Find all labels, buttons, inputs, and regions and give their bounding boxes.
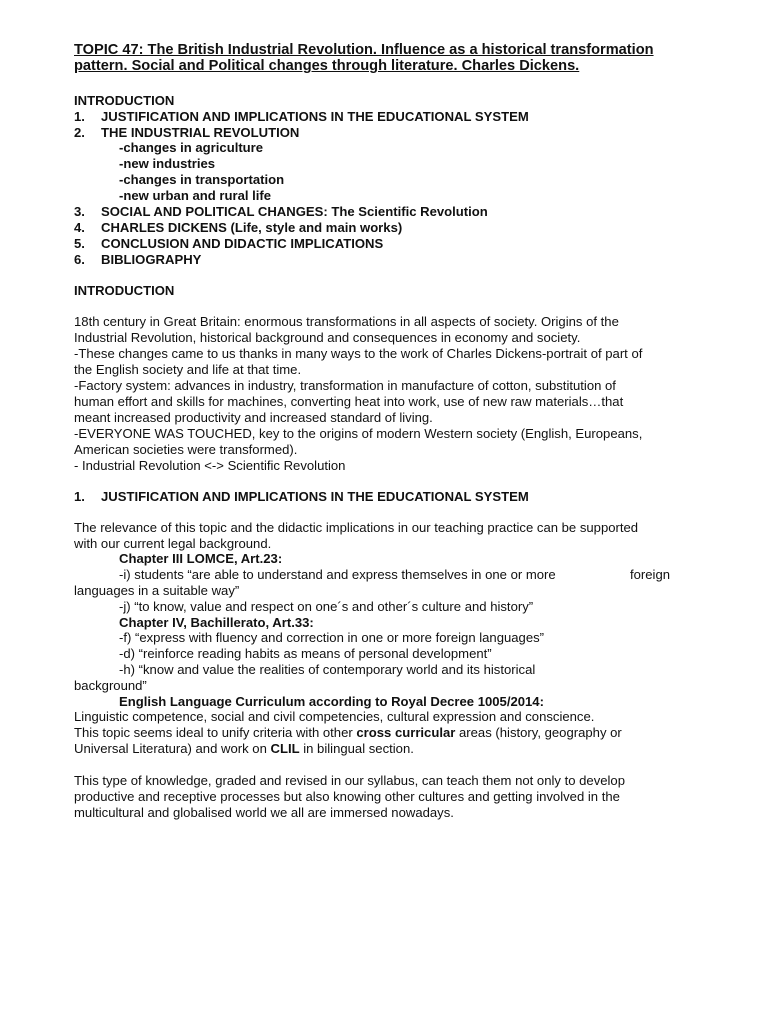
toc-item-text: JUSTIFICATION AND IMPLICATIONS IN THE EDUCATIONAL SYSTEM: [101, 109, 529, 124]
toc-item-3: [74, 204, 488, 220]
text-run: areas (history, geography or: [455, 725, 622, 740]
intro-line: the English society and life at that time.: [74, 362, 302, 377]
intro-line: -These changes came to us thanks in many ways to the work of Charles Dickens-portrait of part of: [74, 346, 643, 361]
body-line: [74, 741, 414, 757]
intro-line: human effort and skills for machines, converting heat into work, use of new raw materials…that: [74, 394, 624, 409]
body-line: -f) “express with fluency and correction in one or more foreign languages”: [119, 630, 545, 645]
body-line: foreign: [630, 567, 671, 582]
bold-term: CLIL: [270, 741, 300, 756]
toc-item-num: 2.: [74, 125, 85, 140]
body-line: multicultural and globalised world we all are immersed nowadays.: [74, 805, 454, 820]
toc-subitem-1: -changes in agriculture: [119, 140, 264, 155]
body-line: with our current legal background.: [74, 536, 272, 551]
body-line: Linguistic competence, social and civil competencies, cultural expression and conscience.: [74, 709, 595, 724]
toc-item-num: 4.: [74, 220, 85, 235]
body-line: -i) students “are able to understand and express themselves in one or more: [119, 567, 556, 582]
intro-line: American societies were transformed).: [74, 442, 298, 457]
intro-line: -EVERYONE WAS TOUCHED, key to the origins of modern Western society (English, Europeans,: [74, 426, 643, 441]
toc-subitem-2: -new industries: [119, 156, 216, 171]
body-line: -d) “reinforce reading habits as means of personal development”: [119, 646, 492, 661]
toc-subitem-4: -new urban and rural life: [119, 188, 272, 203]
body-line: productive and receptive processes but also knowing other cultures and getting involved in the: [74, 789, 620, 804]
body-line: background”: [74, 678, 147, 693]
toc-item-2: [74, 125, 299, 141]
intro-line: - Industrial Revolution <-> Scientific Revolution: [74, 458, 346, 473]
bold-term: cross curricular: [356, 725, 456, 740]
document-title: [74, 42, 714, 74]
toc-introduction: INTRODUCTION: [74, 93, 175, 108]
toc-item-num: 1.: [74, 109, 85, 124]
toc-item-text: BIBLIOGRAPHY: [101, 252, 202, 267]
section-1-heading: [74, 489, 529, 505]
chapter-iv-heading: Chapter IV, Bachillerato, Art.33:: [119, 615, 314, 630]
intro-line: meant increased productivity and increased standard of living.: [74, 410, 433, 425]
title-line-1: TOPIC 47: The British Industrial Revolution. Influence as a historical transformation: [74, 42, 654, 58]
body-line: languages in a suitable way”: [74, 583, 240, 598]
toc-item-num: 3.: [74, 204, 85, 219]
section-title: JUSTIFICATION AND IMPLICATIONS IN THE EDUCATIONAL SYSTEM: [101, 489, 529, 504]
body-line: [74, 725, 622, 741]
chapter-iii-heading: Chapter III LOMCE, Art.23:: [119, 551, 283, 566]
body-line: -h) “know and value the realities of contemporary world and its historical: [119, 662, 536, 677]
toc-item-text: CHARLES DICKENS (Life, style and main works): [101, 220, 403, 235]
toc-item-num: 6.: [74, 252, 85, 267]
toc-subitem-3: -changes in transportation: [119, 172, 285, 187]
toc-item-text: SOCIAL AND POLITICAL CHANGES: The Scientific Revolution: [101, 204, 488, 219]
body-line: This type of knowledge, graded and revised in our syllabus, can teach them not only to develop: [74, 773, 625, 788]
intro-line: 18th century in Great Britain: enormous transformations in all aspects of society. Origins of the: [74, 314, 619, 329]
toc-item-1: [74, 109, 529, 125]
toc-item-text: THE INDUSTRIAL REVOLUTION: [101, 125, 300, 140]
text-run: This topic seems ideal to unify criteria with other: [74, 725, 357, 740]
toc-item-text: CONCLUSION AND DIDACTIC IMPLICATIONS: [101, 236, 384, 251]
intro-line: Industrial Revolution, historical background and consequences in economy and society.: [74, 330, 581, 345]
section-number: 1.: [74, 489, 85, 504]
toc-item-6: [74, 252, 201, 268]
text-run: Universal Literatura) and work on: [74, 741, 271, 756]
curriculum-heading: English Language Curriculum according to Royal Decree 1005/2014:: [119, 694, 544, 709]
intro-line: -Factory system: advances in industry, transformation in manufacture of cotton, substitution of: [74, 378, 616, 393]
body-line: The relevance of this topic and the didactic implications in our teaching practice can be supported: [74, 520, 639, 535]
text-run: in bilingual section.: [299, 741, 414, 756]
intro-heading: INTRODUCTION: [74, 283, 175, 298]
title-line-2: pattern. Social and Political changes through literature. Charles Dickens.: [74, 58, 580, 74]
toc-item-5: [74, 236, 383, 252]
body-line: -j) “to know, value and respect on one´s and other´s culture and history”: [119, 599, 534, 614]
toc-item-num: 5.: [74, 236, 85, 251]
toc-item-4: [74, 220, 402, 236]
